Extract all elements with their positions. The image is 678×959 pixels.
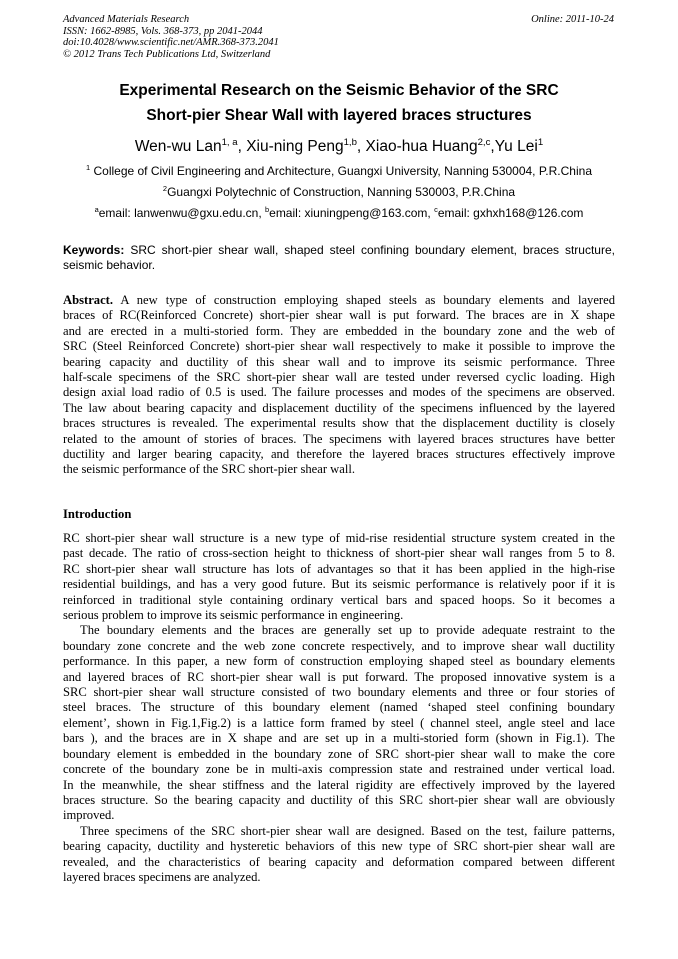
email-link[interactable]: email: xiuningpeng@163.com, (269, 206, 435, 220)
affiliation-1: $^1$ College of Civil Engineering and Architecture, Guangxi University, Nanning 530004, P.R.China (86, 163, 592, 178)
author: Yu Lei$^1$ (494, 136, 544, 155)
online-date: Online: 2011-10-24 (531, 14, 614, 25)
author: Xiu-ning Peng$^{1,b}$, (246, 136, 366, 155)
abstract-label: Abstract. (63, 293, 114, 307)
journal-doi: doi:10.4028/www.scientific.net/AMR.368-373.2041 (63, 37, 279, 48)
paragraph-3: Three specimens of the SRC short-pier shear wall are designed. Based on the test, failure patterns, bearing capacity, ductility and hysteretic behaviors of this new type of SRC short-pier shear wall are revealed, and the characteristics of bearing capacity and deformation compared between different layered braces specimens are analyzed. (63, 823, 615, 884)
journal-name: Advanced Materials Research (63, 14, 190, 25)
email-link[interactable]: email: lanwenwu@gxu.edu.cn, (98, 206, 265, 220)
paragraph-2: The boundary elements and the braces are generally set up to provide adequate restraint to the boundary zone concrete and the web zone concrete respectively, and to improve shear wall ductility performance. In this paper, a new form of construction employing shaped steel as boundary elements and layered braces of RC short-pier shear wall is put forward. The proposed innovative system is a SRC short-pier shear wall structure consisted of two boundary elements and three or four stories of steel braces. The structure of this boundary element (named ‘shaped steel confining boundary element’, shown in Fig.1,Fig.2) is a lattice form framed by steel ( channel steel, angle steel and lace bars ), and the braces are in X shape and are set up in a multi-storied form (shown in Fig.1). The boundary element is embedded in the boundary zone of SRC short-pier shear wall to make the core concrete of the boundary zone be in multi-axis compression state and restrained under vertical load. In the meanwhile, the shear stiffness and the lateral rigidity are effectively improved by the layered braces structure. So the bearing capacity and ductility of this SRC short-pier shear wall are obviously improved. (63, 623, 615, 823)
keywords-label: Keywords: (63, 243, 125, 257)
paragraph-1: RC short-pier shear wall structure is a new type of mid-rise residential structure system created in the past decade. The ratio of cross-section height to thickness of short-pier shear wall ranges from 5 to 8. RC short-pier shear wall structure has lots of advantages so that it has been applied in the high-rise residential buildings, and has a very good future. But its seismic performance is relatively poor if it is reinforced in traditional style containing ordinary vertical bars and spaced hoops. So it becomes a serious problem to improve its seismic performance in engineering. (63, 531, 615, 623)
journal-header (63, 14, 279, 60)
author-emails: $^a$email: lanwenwu@gxu.edu.cn, $^b$email: xiuningpeng@163.com, $^c$email: gxhxh168@126.com (94, 205, 584, 220)
affiliation-2: $^2$Guangxi Polytechnic of Construction, Nanning 530003, P.R.China (162, 184, 516, 199)
journal-issn: ISSN: 1662-8985, Vols. 368-373, pp 2041-2044 (63, 25, 263, 37)
journal-copyright: © 2012 Trans Tech Publications Ltd, Switzerland (63, 48, 271, 60)
email-link[interactable]: email: gxhxh168@126.com (437, 206, 584, 220)
section-heading-introduction: Introduction (63, 507, 132, 521)
abstract: Abstract. A new type of construction employing shaped steels as boundary elements and layered braces of RC(Reinforced Concrete) short-pier shear wall is put forward. The braces are in X shape and are erected in a multi-storied form. They are embedded in the boundary zone and the web of SRC (Steel Reinforced Concrete) short-pier shear wall respectively to make it possible to improve the bearing capacity and ductility of this shear wall and to improve its seismic performance. Three half-scale specimens of the SRC short-pier shear wall are tested under reversed cyclic loading. High design axial load radio of 0.5 is used. The failure processes and modes of the specimens are observed. The law about bearing capacity and displacement ductility of the specimens influenced by the layered braces structures is revealed. The experimental results show that the displacement ductility is closely related to the amount of stories of braces. The specimens with layered braces structures have better ductility and larger bearing capacity, and therefore the layered braces structures effectively improve the seismic performance of the SRC short-pier shear wall. (63, 293, 615, 477)
author: Wen-wu Lan$^{1, a}$, (134, 136, 247, 155)
paper-title-line-1: Experimental Research on the Seismic Behavior of the SRC (119, 82, 559, 99)
paper-title-line-2: Short-pier Shear Wall with layered braces structures (146, 107, 532, 124)
keywords: Keywords: SRC short-pier shear wall, shaped steel confining boundary element, braces structure, seismic behavior. (63, 243, 615, 272)
introduction-body (63, 531, 615, 885)
author: Xiao-hua Huang$^{2,c}$, (365, 136, 495, 155)
author-list (40, 137, 638, 157)
